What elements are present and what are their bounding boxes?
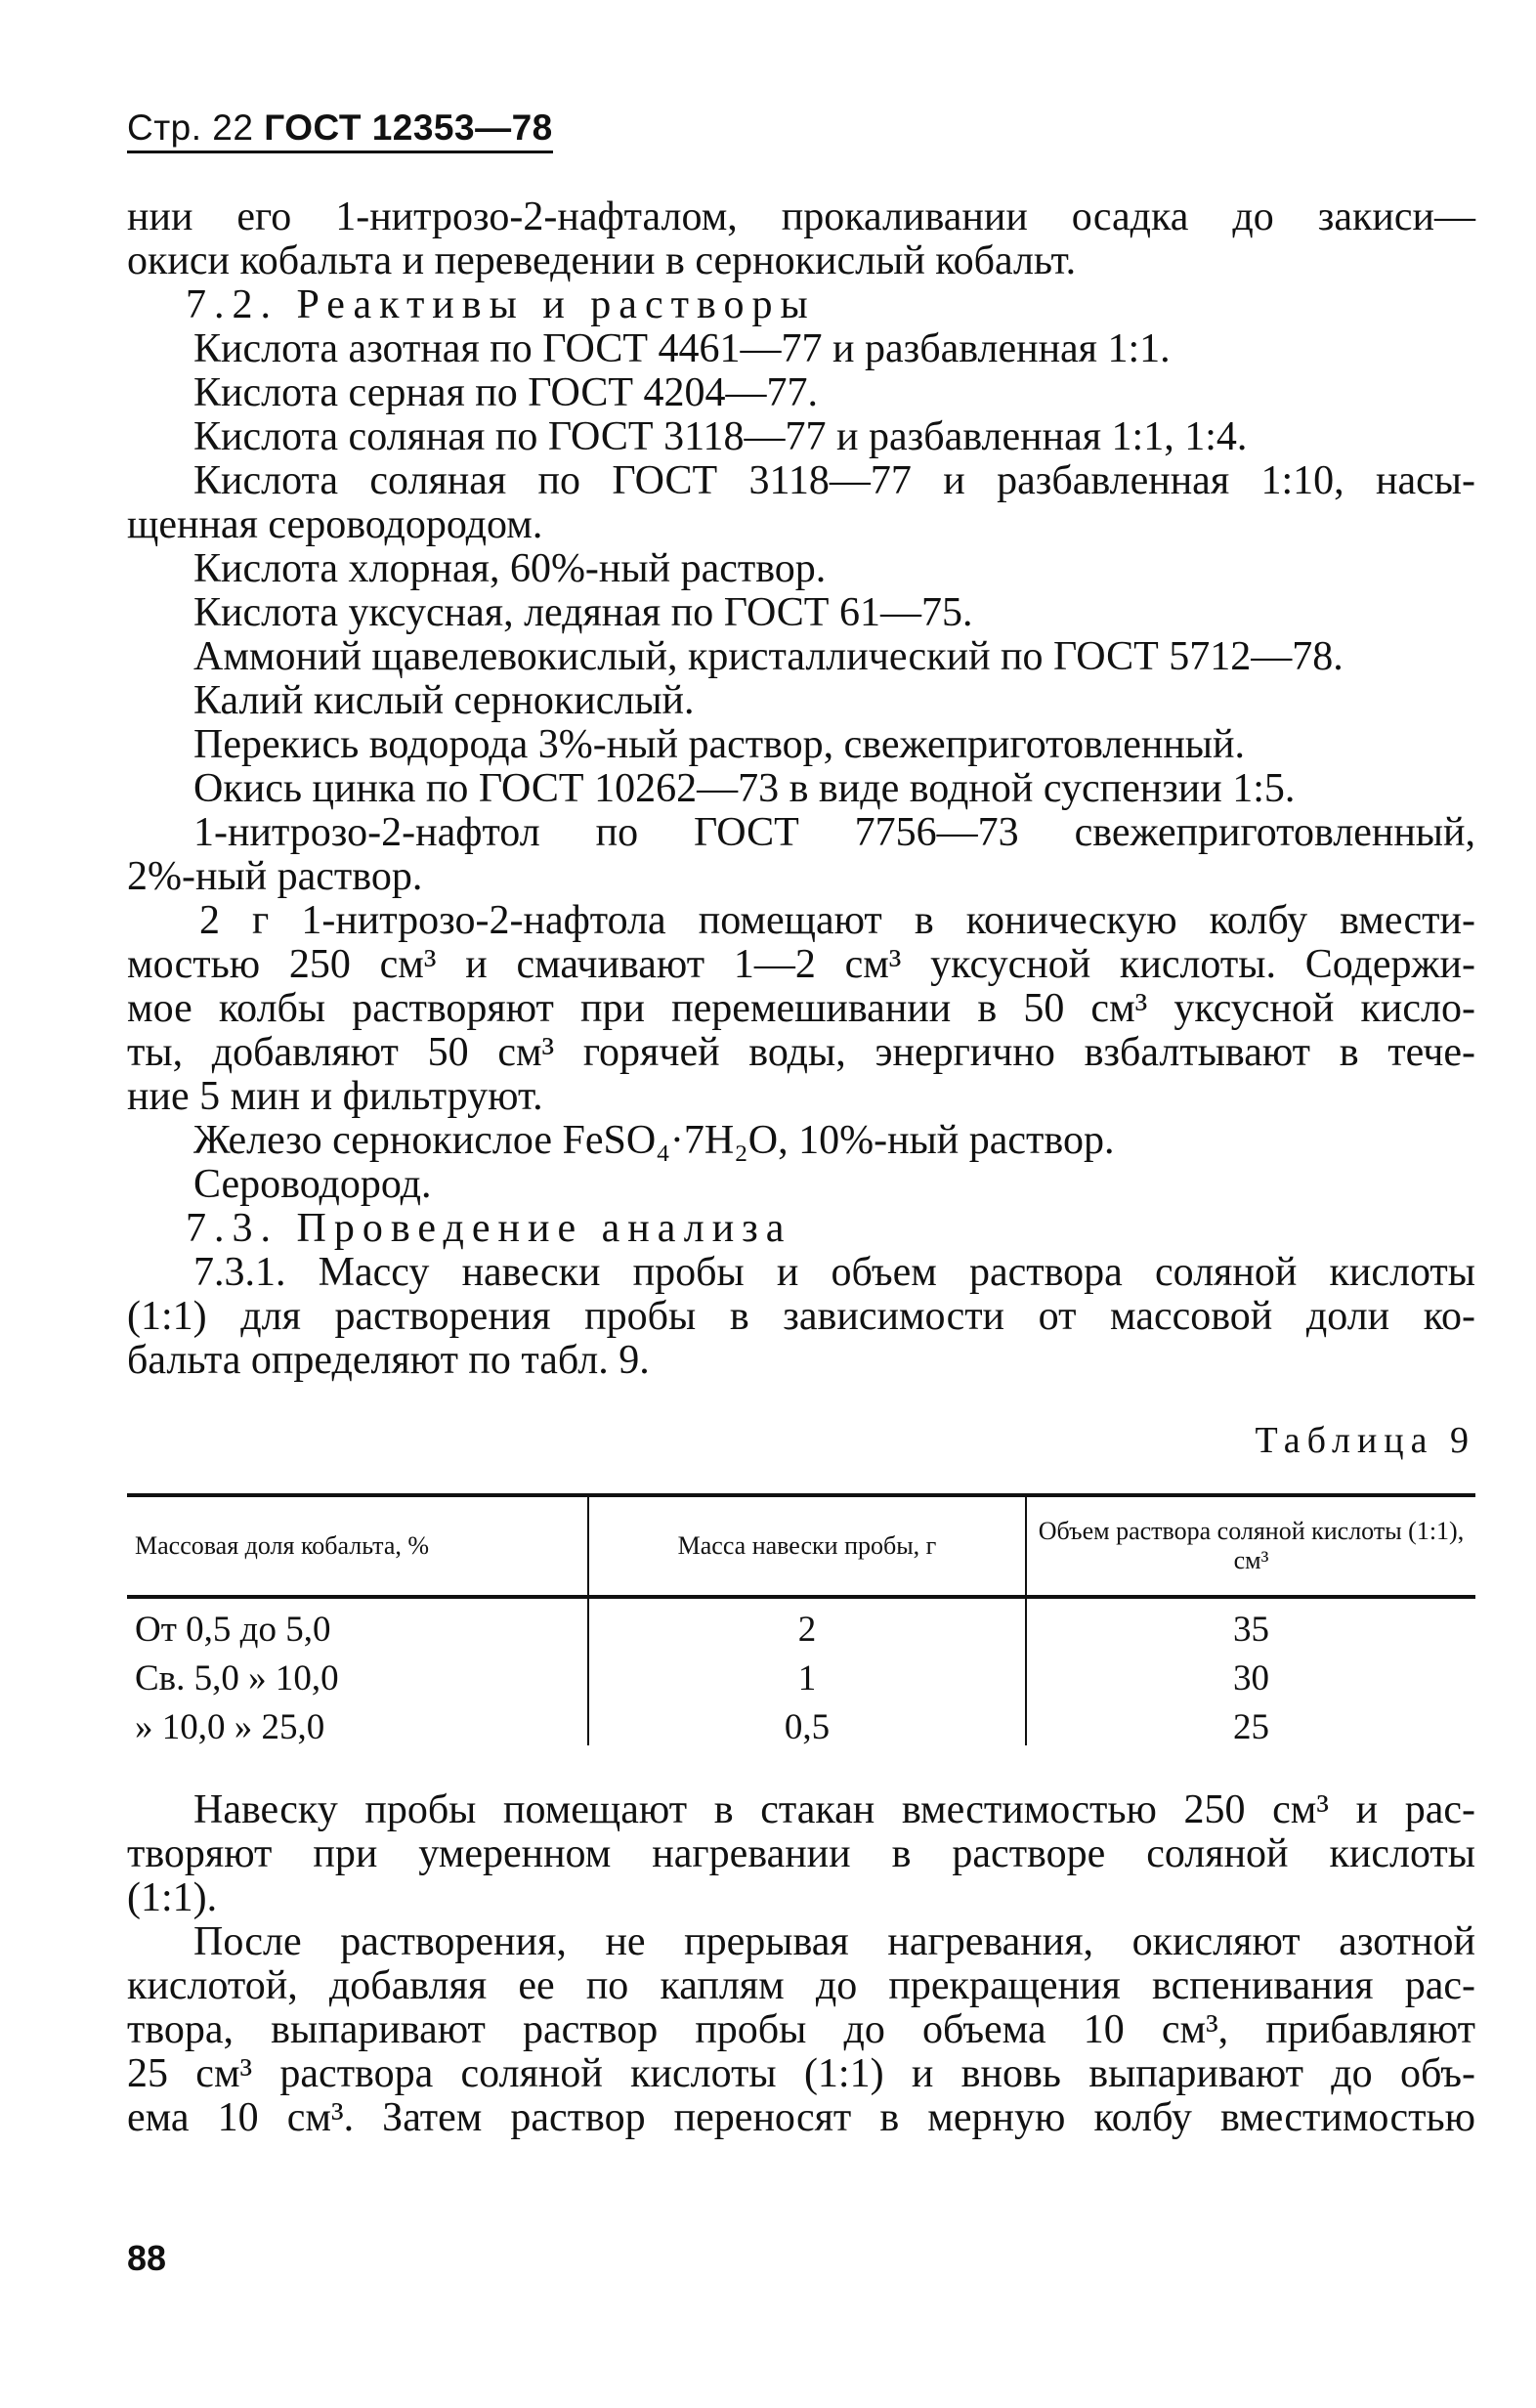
text-line: ние 5 мин и фильтруют. [127, 1074, 543, 1119]
table-cell: 35 [1233, 1610, 1269, 1650]
text-line: (1:1) для растворения пробы в зависимости от массовой доли ко- [127, 1294, 1475, 1339]
text-line: Кислота соляная по ГОСТ 3118—77 и разбавленная 1:10, насы- [193, 458, 1475, 503]
table-cell: 30 [1233, 1658, 1269, 1698]
table-cell: От 0,5 до 5,0 [135, 1610, 331, 1650]
text-line: окиси кобальта и переведении в сернокислый кобальт. [127, 238, 1077, 283]
text-line: Окись цинка по ГОСТ 10262—73 в виде водной суспензии 1:5. [193, 766, 1296, 811]
text-line: Кислота уксусная, ледяная по ГОСТ 61—75. [193, 590, 973, 635]
text-line: твора, выпаривают раствор пробы до объема 10 см³, прибавляют [127, 2007, 1475, 2052]
main-text [127, 195, 1475, 1383]
text-line: 25 см³ раствора соляной кислоты (1:1) и вновь выпаривают до объ- [127, 2051, 1475, 2096]
text-line: мое колбы растворяют при перемешивании в 50 см³ уксусной кисло- [127, 986, 1475, 1031]
text-line: Навеску пробы помещают в стакан вместимостью 250 см³ и рас- [193, 1787, 1475, 1832]
text-line: Железо сернокислое FeSO₄·7H₂O, 10%-ный раствор. [193, 1118, 1115, 1163]
text-line: 2 г 1-нитрозо-2-нафтола помещают в коническую колбу вмести- [199, 898, 1475, 943]
table-cell: » 10,0 » 25,0 [135, 1707, 325, 1747]
table-caption: Таблица 9 [1255, 1420, 1475, 1461]
header-standard: ГОСТ 12353—78 [264, 108, 553, 148]
table-cell: 25 [1233, 1707, 1269, 1747]
table-cell: 1 [588, 1648, 1026, 1697]
text-line: 1-нитрозо-2-нафтол по ГОСТ 7756—73 свежеприготовленный, [193, 810, 1475, 855]
text-line: щенная сероводородом. [127, 502, 543, 547]
text-line: бальта определяют по табл. 9. [127, 1338, 650, 1383]
text-line: Аммоний щавелевокислый, кристаллический по ГОСТ 5712—78. [193, 634, 1344, 679]
table-cell: Св. 5,0 » 10,0 [135, 1658, 339, 1698]
section-heading: 7.3. Проведение анализа [186, 1206, 792, 1251]
data-table [127, 1493, 1475, 1745]
table-header-mass-fraction: Массовая доля кобальта, % [135, 1531, 430, 1560]
text-line: После растворения, не прерывая нагревания, окисляют азотной [193, 1919, 1475, 1964]
text-line: Кислота азотная по ГОСТ 4461—77 и разбавленная 1:1. [193, 326, 1171, 371]
text-line: мостью 250 см³ и смачивают 1—2 см³ уксусной кислоты. Содержи- [127, 942, 1475, 987]
table-row [127, 1648, 1475, 1697]
text-line: нии его 1-нитрозо-2-нафталом, прокаливании осадка до закиси— [127, 194, 1475, 239]
table-header-row [127, 1495, 1475, 1597]
text-line: 2%-ный раствор. [127, 854, 423, 899]
text-line: Кислота серная по ГОСТ 4204—77. [193, 370, 819, 415]
text-line: творяют при умеренном нагревании в растворе соляной кислоты [127, 1831, 1475, 1876]
text-line: (1:1). [127, 1875, 218, 1920]
page-number: 88 [127, 2238, 167, 2278]
table-cell: 2 [588, 1597, 1026, 1648]
text-line: 7.3.1. Массу навески пробы и объем раствора соляной кислоты [193, 1250, 1475, 1295]
header-page-ref: Стр. 22 [127, 108, 254, 148]
text-line: Кислота соляная по ГОСТ 3118—77 и разбавленная 1:1, 1:4. [193, 414, 1248, 459]
page-header [127, 108, 553, 153]
table-row [127, 1597, 1475, 1648]
text-line: Кислота хлорная, 60%-ный раствор. [193, 546, 827, 591]
section-heading: 7.2. Реактивы и растворы [186, 282, 816, 327]
table-header-acid-volume: Объем раствора соляной кислоты (1:1), см³ [1038, 1517, 1465, 1574]
table-9 [127, 1493, 1475, 1745]
text-line: ема 10 см³. Затем раствор переносят в мерную колбу вместимостью [127, 2095, 1475, 2140]
text-line: ты, добавляют 50 см³ горячей воды, энергично взбалтывают в тече- [127, 1030, 1475, 1075]
table-row [127, 1697, 1475, 1745]
table-header-sample-mass: Масса навески пробы, г [588, 1495, 1026, 1597]
table-cell: 0,5 [588, 1697, 1026, 1745]
text-line: Сероводород. [193, 1162, 432, 1207]
text-line: Перекись водорода 3%-ный раствор, свежеприготовленный. [193, 722, 1246, 767]
text-line: кислотой, добавляя ее по каплям до прекращения вспенивания рас- [127, 1963, 1475, 2008]
text-line: Калий кислый сернокислый. [193, 678, 695, 723]
continuation-text [127, 1788, 1475, 2140]
